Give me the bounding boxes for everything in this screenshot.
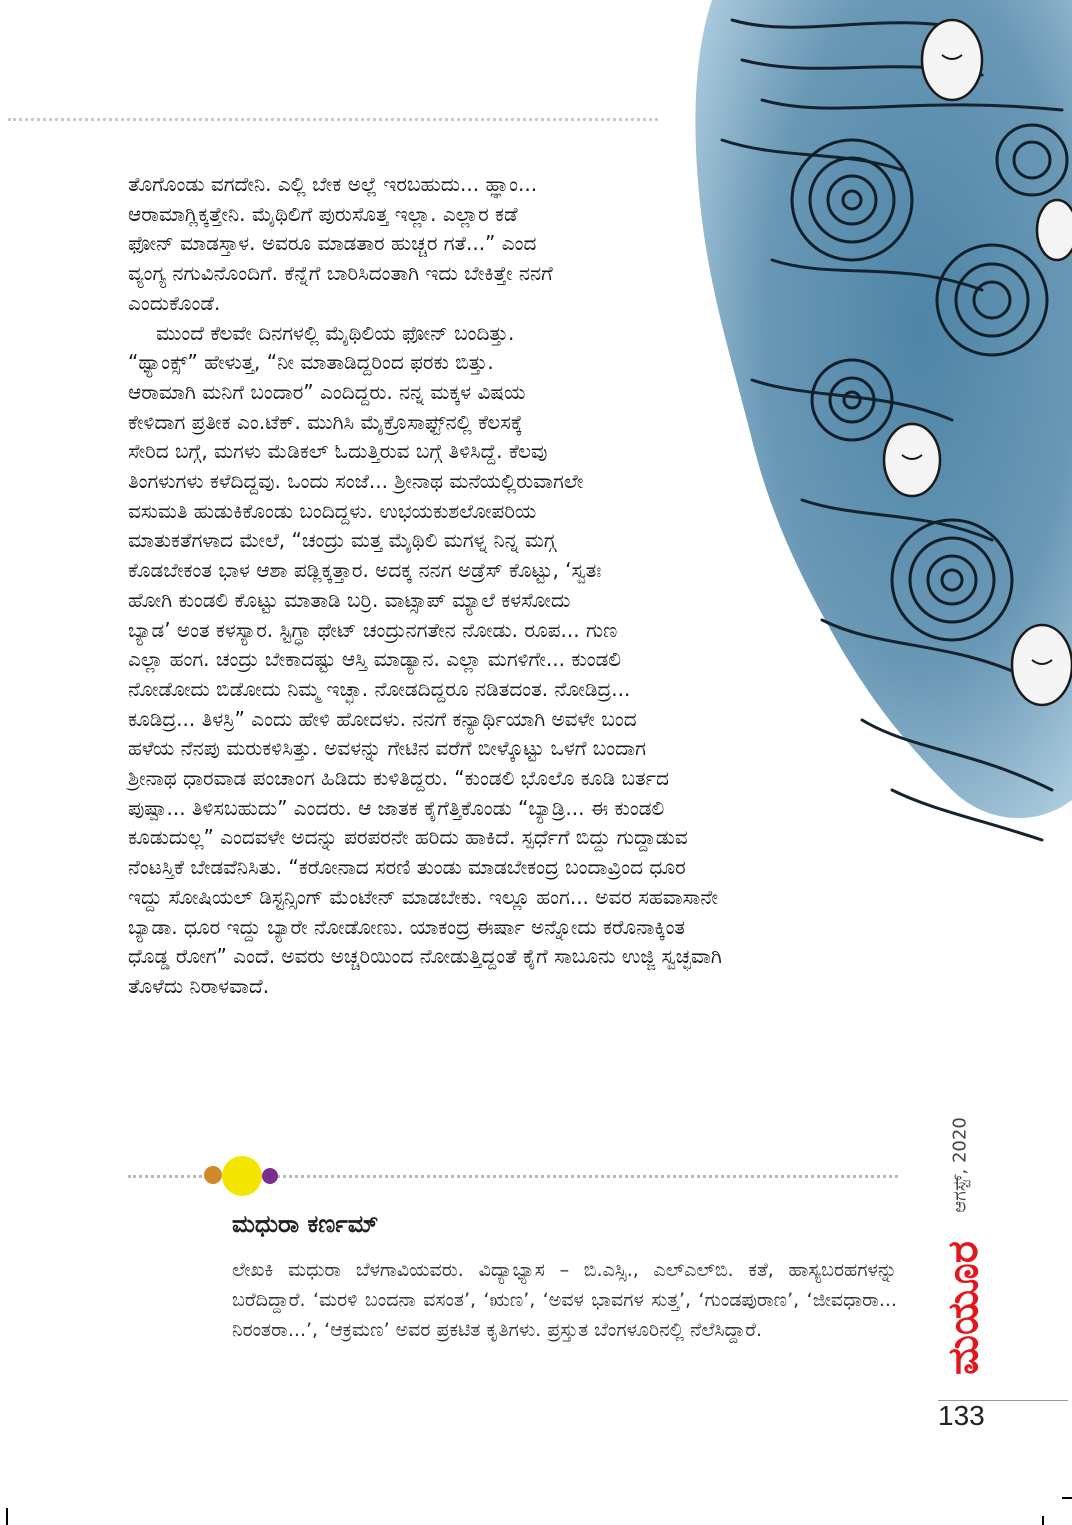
story-line: ಹಳೆಯ ನೆನಪು ಮರುಕಳಿಸಿತ್ತು. ಅವಳನ್ನು ಗೇಟಿನ ವರೆಗೆ ಬೀಳ್ಕೊಟ್ಟು ಒಳಗೆ ಬಂದಾಗ [128,736,646,761]
story-line: ಮಾತುಕತೆಗಳಾದ ಮೇಲೆ, “ಚಂದ್ರು ಮತ್ತ ಮೈಥಿಲಿ ಮಗಳ್ನ ನಿನ್ನ ಮಗ್ಗ [128,528,556,553]
story-line: ಎಲ್ಲಾ ಹಂಗ. ಚಂದ್ರು ಬೇಕಾದಷ್ಟು ಆಸ್ತಿ ಮಾಡ್ಯಾನ. ಎಲ್ಲಾ ಮಗಳಿಗೇ... ಕುಂಡಲಿ [128,647,622,672]
story-line: ಕೇಳಿದಾಗ ಪ್ರತೀಕ ಎಂ.ಟೆಕ್. ಮುಗಿಸಿ ಮೈಕ್ರೊಸಾಫ್ಟ್‌ನಲ್ಲಿ ಕೆಲಸಕ್ಕೆ [128,409,523,434]
story-line: ಶ್ರೀನಾಥ ಧಾರವಾಡ ಪಂಚಾಂಗ ಹಿಡಿದು ಕುಳಿತಿದ್ದರು. “ಕುಂಡಲಿ ಭೊಲೊ ಕೂಡಿ ಬರ್ತದ [128,766,669,791]
issue-date-label: ಆಗಸ್ಟ್, 2020 [949,1117,971,1213]
author-name: ಮಧುರಾ ಕರ್ಣಮ್ [232,1210,379,1238]
story-line: ಎಂದುಕೊಂಡೆ. [128,290,221,315]
story-paragraph-1 [128,170,903,319]
crop-mark [6,1508,8,1525]
story-line: ಬ್ಯಾಡ’ ಅಂತ ಕಳಸ್ಯಾರ. ಸ್ಟಿಗ್ಧಾ ಥೇಟ್ ಚಂದ್ರುನಗತೇನ ನೋಡು. ರೂಪ... ಗುಣ [128,617,618,642]
story-line: ಸೇರಿದ ಬಗ್ಗೆ, ಮಗಳು ಮೆಡಿಕಲ್ ಓದುತ್ತಿರುವ ಬಗ್ಗೆ ತಿಳಿಸಿದ್ದೆ. ಕೆಲವು [128,439,548,464]
story-line: “ಥ್ಯಾಂಕ್ಸ್” ಹೇಳುತ್ತ, “ನೀ ಮಾತಾಡಿದ್ದರಿಂದ ಫರಕು ಬಿತ್ತು. [128,350,494,375]
story-line: ನೋಡೋದು ಬಿಡೋದು ನಿಮ್ಮ ಇಚ್ಛಾ. ನೋಡದಿದ್ದರೂ ನಡಿತದಂತ. ನೋಡಿದ್ರ... [128,676,631,701]
story-line: ಆರಾಮಾಗ್ಲಿಕ್ಕತ್ತೇನಿ. ಮೈಥಿಲಿಗೆ ಪುರುಸೊತ್ತ ಇಲ್ಲಾ. ಎಲ್ಲಾರ ಕಡೆ [128,201,518,226]
orange-dot-decoration [204,1166,222,1184]
page-number: 133 [938,1400,985,1431]
story-line: ಆರಾಮಾಗಿ ಮನಿಗೆ ಬಂದಾರ” ಎಂದಿದ್ದರು. ನನ್ನ ಮಕ್ಕಳ ವಿಷಯ [128,379,526,404]
story-line: ವ್ಯಂಗ್ಯ ನಗುವಿನೊಂದಿಗೆ. ಕೆನ್ನೆಗೆ ಬಾರಿಸಿದಂತಾಗಿ ಇದು ಬೇಕಿತ್ತೇ ನನಗೆ [128,261,553,286]
story-text [128,170,903,1002]
issue-date [930,1110,990,1220]
story-line: ಕೊಡಬೇಕಂತ ಭಾಳ ಆಶಾ ಪಡ್ಲಿಕ್ಕತ್ತಾರ. ಅದಕ್ಕ ನನಗ ಅಡ್ರೆಸ್ ಕೊಟ್ಟು, ‘ಸ್ವತಃ [128,558,602,583]
story-line: ವಸುಮತಿ ಹುಡುಕಿಕೊಂಡು ಬಂದಿದ್ದಳು. ಉಭಯಕುಶಲೋಪರಿಯ [128,498,537,523]
story-line: ಮುಂದೆ ಕೆಲವೇ ದಿನಗಳಲ್ಲಿ ಮೈಥಿಲಿಯ ಫೋನ್ ಬಂದಿತ್ತು. [156,320,515,345]
story-line: ಕೂಡಿದ್ರ... ತಿಳಸ್ರಿ” ಎಂದು ಹೇಳಿ ಹೋದಳು. ನನಗೆ ಕನ್ಯಾರ್ಥಿಯಾಗಿ ಅವಳೇ ಬಂದ [128,706,637,731]
story-line: ನೆಂಟಸ್ತಿಕೆ ಬೇಡವೆನಿಸಿತು. “ಕರೋನಾದ ಸರಣಿ ತುಂಡು ಮಾಡಬೇಕಂದ್ರ ಬಂದಾವ್ರಿಂದ ಧೂರ [128,855,686,880]
story-line: ಧೊಡ್ಡ ರೋಗ” ಎಂದೆ. ಅವರು ಅಚ್ಚರಿಯಿಂದ ನೋಡುತ್ತಿದ್ದಂತೆ ಕೈಗೆ ಸಾಬೂನು ಉಜ್ಜಿ ಸ್ವಚ್ಛವಾಗಿ [128,944,722,969]
story-line: ಬ್ಯಾಡಾ. ಧೂರ ಇದ್ದು ಬ್ಯಾರೇ ನೋಡೋಣು. ಯಾಕಂದ್ರ ಈರ್ಷಾ ಅನ್ನೋದು ಕರೊನಾಕ್ಕಿಂತ [128,914,686,939]
story-line: ಹೋಗಿ ಕುಂಡಲಿ ಕೊಟ್ಟು ಮಾತಾಡಿ ಬರ್ರಿ. ವಾಟ್ಸಾಪ್ ಮ್ಯಾಲೆ ಕಳಸೋದು [128,587,571,612]
magazine-logo [918,1225,1008,1390]
crop-mark [1062,1497,1072,1499]
story-line: ಇದ್ದು ಸೋಷಿಯಲ್ ಡಿಸ್ಟನ್ಸಿಂಗ್ ಮೆಂಟೇನ್ ಮಾಡಬೇಕು. ಇಲ್ಲೂ ಹಂಗ... ಅವರ ಸಹವಾಸಾನೇ [128,884,718,909]
story-line: ಕೂಡುದುಲ್ಲ” ಎಂದವಳೇ ಅದನ್ನು ಪರಪರನೇ ಹರಿದು ಹಾಕಿದೆ. ಸ್ಪರ್ಧೆಗೆ ಬಿದ್ದು ಗುದ್ದಾಡುವ [128,825,688,850]
magazine-logo-text: ಮಯೂರ [938,1240,987,1375]
story-line: ತಿಂಗಳುಗಳು ಕಳೆದಿದ್ದವು. ಒಂದು ಸಂಜೆ... ಶ್ರೀನಾಥ ಮನೆಯಲ್ಲಿರುವಾಗಲೇ [128,469,584,494]
author-bio: ಲೇಖಕಿ ಮಧುರಾ ಬೆಳಗಾವಿಯವರು. ವಿದ್ಯಾಭ್ಯಾಸ – ಬಿ.ಎಸ್ಸಿ., ಎಲ್‌ಎಲ್‌ಬಿ. ಕತೆ, ಹಾಸ್ಯಬರಹಗಳನ್ನು ಬರೆದಿದ್ದಾರೆ. ‘ಮರಳಿ ಬಂದನಾ ವಸಂತ’, ‘ಋಣ’, ‘ಅವಳ ಭಾವಗಳ ಸುತ್ತ’, ‘ಗುಂಡಪುರಾಣ’, ‘ಜೀವಧಾರಾ... ನಿರಂತರಾ...’, ‘ಆಕ್ರಮಣ’ ಅವರ ಪ್ರಕಟಿತ ಕೃತಿಗಳು. ಪ್ರಸ್ತುತ ಬೆಂಗಳೂರಿನಲ್ಲಿ ನೆಲೆಸಿದ್ದಾರೆ. [232,1259,897,1341]
story-line: ಪುಷ್ಪಾ... ತಿಳಿಸಬಹುದು” ಎಂದರು. ಆ ಜಾತಕ ಕೈಗೆತ್ತಿಕೊಂಡು “ಬ್ಯಾಡ್ರಿ... ಈ ಕುಂಡಲಿ [128,795,665,820]
story-paragraph-2 [128,319,903,1002]
top-dotted-rule [8,118,658,121]
story-line: ತೊಳೆದು ನಿರಾಳವಾದೆ. [128,973,270,998]
purple-dot-decoration [262,1168,278,1184]
story-line: ತೊಗೊಂಡು ವಗದೇನಿ. ಎಲ್ಲಿ ಬೇಕ ಅಲ್ಲೆ ಇರಬಹುದು... ಹ್ಞಾಂ... [128,172,538,196]
crop-mark [1042,1516,1044,1525]
yellow-dot-decoration [222,1156,262,1196]
story-line: ಫೋನ್ ಮಾಡಸ್ತಾಳ. ಅವರೂ ಮಾಡತಾರ ಹುಚ್ಚರ ಗತೆ...” ಎಂದ [128,231,537,256]
